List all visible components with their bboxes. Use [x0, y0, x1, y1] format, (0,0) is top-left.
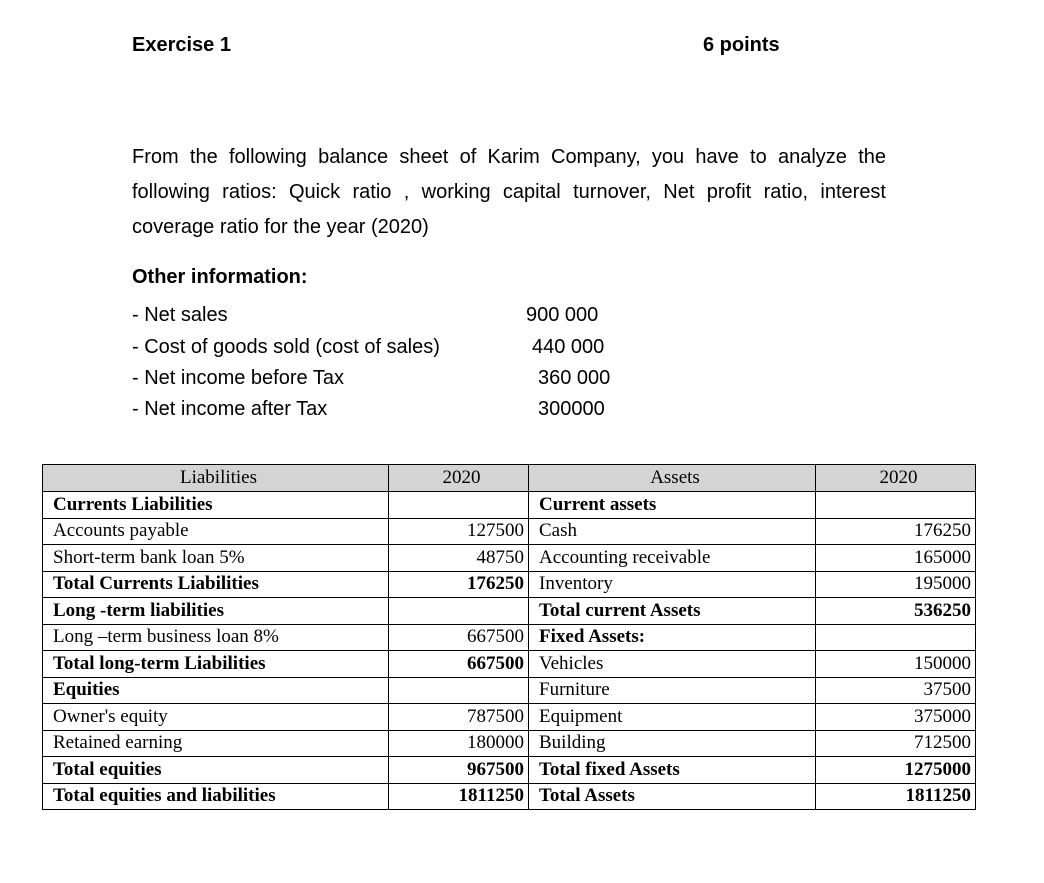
table-row — [43, 492, 976, 519]
liability-value: 787500 — [389, 704, 529, 731]
table-row — [43, 518, 976, 545]
info-label-cogs: - Cost of goods sold (cost of sales) — [132, 336, 440, 358]
asset-value: 1275000 — [816, 757, 976, 784]
table-row — [43, 545, 976, 572]
table-row — [43, 571, 976, 598]
other-information-heading: Other information: — [132, 266, 308, 288]
asset-value: 165000 — [816, 545, 976, 572]
asset-label: Accounting receivable — [529, 545, 816, 572]
table-row — [43, 757, 976, 784]
liability-label: Owner's equity — [43, 704, 389, 731]
liability-value — [389, 677, 529, 704]
liability-label: Total long-term Liabilities — [43, 651, 389, 678]
asset-value: 150000 — [816, 651, 976, 678]
asset-label: Total fixed Assets — [529, 757, 816, 784]
table-row — [43, 783, 976, 810]
table-row — [43, 677, 976, 704]
liability-value: 48750 — [389, 545, 529, 572]
table-row — [43, 704, 976, 731]
asset-value — [816, 624, 976, 651]
asset-value: 375000 — [816, 704, 976, 731]
table-header-row — [43, 465, 976, 492]
info-value-income-before-tax: 360 000 — [538, 367, 611, 389]
liability-label: Total equities — [43, 757, 389, 784]
header-assets-year: 2020 — [816, 465, 976, 492]
balance-sheet-table — [42, 464, 976, 810]
liability-label: Long –term business loan 8% — [43, 624, 389, 651]
asset-label: Equipment — [529, 704, 816, 731]
info-value-cogs: 440 000 — [532, 336, 605, 358]
instructions-paragraph: From the following balance sheet of Karim Company, you have to analyze the following ratios: Quick ratio , working capital turnover, Net profit ratio, interest coverage ratio for the year (2020) — [132, 146, 886, 238]
header-assets: Assets — [529, 465, 816, 492]
asset-label: Vehicles — [529, 651, 816, 678]
asset-label: Furniture — [529, 677, 816, 704]
asset-value: 195000 — [816, 571, 976, 598]
info-value-income-after-tax: 300000 — [538, 398, 605, 420]
asset-label: Total Assets — [529, 783, 816, 810]
info-label-net-sales: - Net sales — [132, 304, 228, 326]
table-row — [43, 730, 976, 757]
liability-value: 127500 — [389, 518, 529, 545]
asset-label: Fixed Assets: — [529, 624, 816, 651]
liability-value: 176250 — [389, 571, 529, 598]
asset-value: 176250 — [816, 518, 976, 545]
liability-value: 180000 — [389, 730, 529, 757]
info-value-net-sales: 900 000 — [526, 304, 599, 326]
liability-label: Total Currents Liabilities — [43, 571, 389, 598]
liability-label: Equities — [43, 677, 389, 704]
liability-value: 1811250 — [389, 783, 529, 810]
table-row — [43, 624, 976, 651]
exercise-title: Exercise 1 — [132, 34, 231, 56]
liability-label: Short-term bank loan 5% — [43, 545, 389, 572]
liability-label: Currents Liabilities — [43, 492, 389, 519]
asset-label: Total current Assets — [529, 598, 816, 625]
table-row — [43, 598, 976, 625]
info-label-income-after-tax: - Net income after Tax — [132, 398, 328, 420]
table-row — [43, 651, 976, 678]
asset-label: Inventory — [529, 571, 816, 598]
asset-value — [816, 492, 976, 519]
liability-value: 667500 — [389, 624, 529, 651]
info-label-income-before-tax: - Net income before Tax — [132, 367, 344, 389]
asset-value: 536250 — [816, 598, 976, 625]
asset-value: 712500 — [816, 730, 976, 757]
liability-value: 967500 — [389, 757, 529, 784]
liability-label: Retained earning — [43, 730, 389, 757]
header-liabilities: Liabilities — [43, 465, 389, 492]
asset-value: 1811250 — [816, 783, 976, 810]
asset-label: Current assets — [529, 492, 816, 519]
liability-label: Accounts payable — [43, 518, 389, 545]
liability-value: 667500 — [389, 651, 529, 678]
exercise-points: 6 points — [703, 34, 780, 56]
liability-label: Total equities and liabilities — [43, 783, 389, 810]
liability-value — [389, 492, 529, 519]
liability-value — [389, 598, 529, 625]
header-liabilities-year: 2020 — [389, 465, 529, 492]
liability-label: Long -term liabilities — [43, 598, 389, 625]
asset-label: Building — [529, 730, 816, 757]
asset-value: 37500 — [816, 677, 976, 704]
asset-label: Cash — [529, 518, 816, 545]
